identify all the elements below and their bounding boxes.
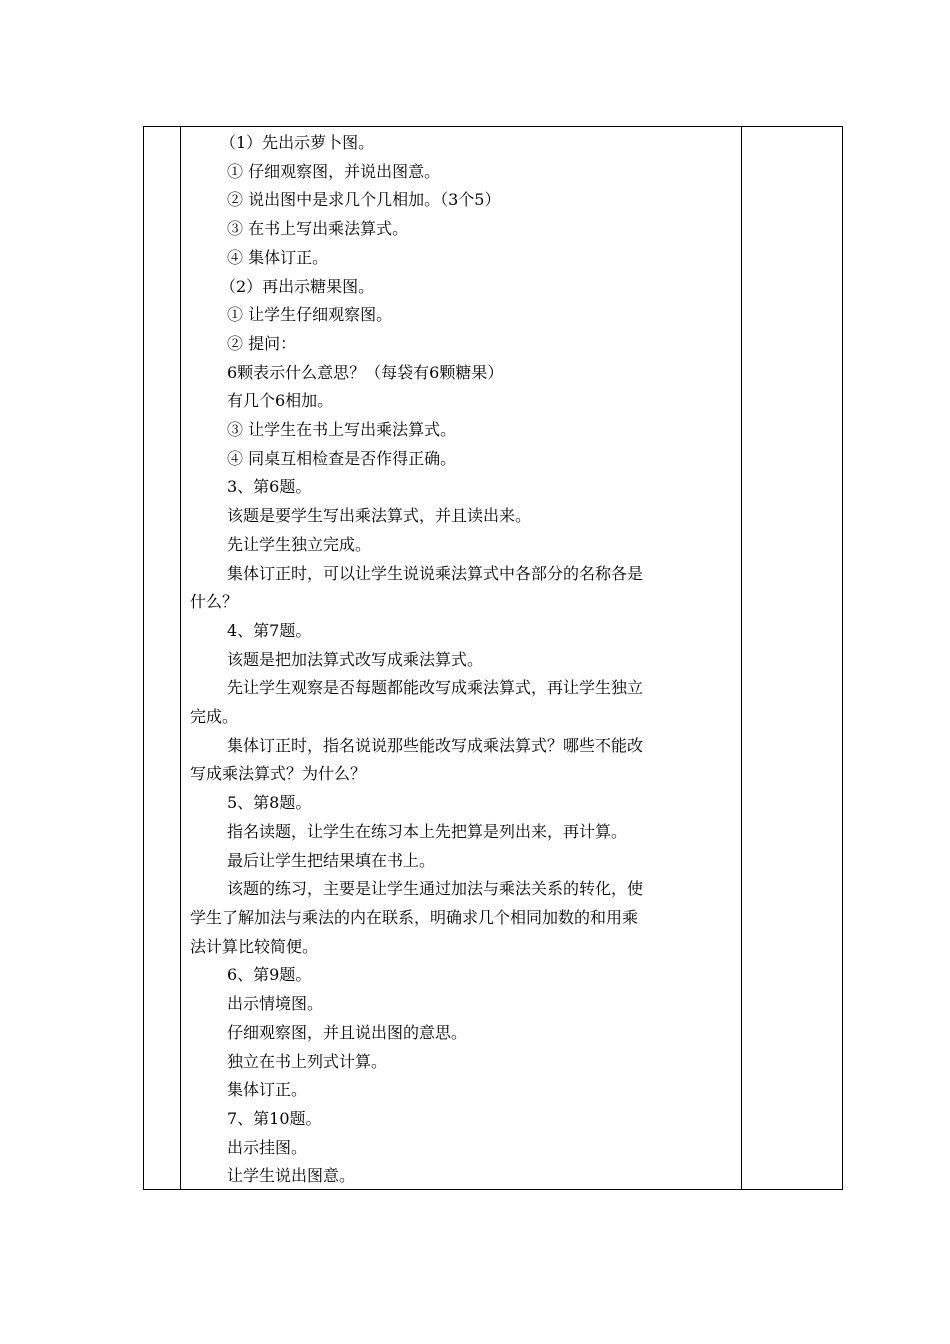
text-line: 该题的练习，主要是让学生通过加法与乘法关系的转化，使: [227, 879, 644, 899]
text-line: 写成乘法算式？为什么？: [190, 764, 367, 784]
text-line: 6、第9题。: [227, 965, 312, 985]
notes-column: [742, 127, 842, 1189]
text-line: ① 仔细观察图，并说出图意。: [227, 161, 441, 181]
text-line: 学生了解加法与乘法的内在联系，明确求几个相同加数的和用乘: [190, 907, 639, 927]
text-line: ② 提问：: [227, 333, 297, 353]
text-line: 该题是要学生写出乘法算式，并且读出来。: [227, 506, 532, 526]
text-line: 出示挂图。: [227, 1137, 308, 1157]
text-line: 3、第6题。: [227, 477, 312, 497]
text-line: 指名读题，让学生在练习本上先把算是列出来，再计算。: [227, 821, 628, 841]
text-line: ③ 让学生在书上写出乘法算式。: [227, 420, 457, 440]
text-line: 让学生说出图意。: [227, 1166, 356, 1186]
content-column: [181, 127, 742, 1189]
text-line: ③ 在书上写出乘法算式。: [227, 219, 409, 239]
text-line: 4、第7题。: [227, 620, 312, 640]
text-line: 先让学生独立完成。: [227, 534, 372, 554]
lesson-table: [143, 126, 843, 1190]
text-line: 独立在书上列式计算。: [227, 1051, 388, 1071]
text-line: 集体订正。: [227, 1080, 308, 1100]
text-line: 有几个6相加。: [227, 391, 334, 411]
text-line: 7、第10题。: [227, 1108, 322, 1128]
text-line: 法计算比较简便。: [190, 936, 319, 956]
text-line: 先让学生观察是否每题都能改写成乘法算式，再让学生独立: [227, 678, 644, 698]
text-line: 集体订正时，可以让学生说说乘法算式中各部分的名称各是: [227, 563, 644, 583]
text-line: 集体订正时，指名说说那些能改写成乘法算式？哪些不能改: [227, 735, 644, 755]
text-line: 仔细观察图，并且说出图的意思。: [227, 1022, 468, 1042]
text-line: 该题是把加法算式改写成乘法算式。: [227, 649, 484, 669]
left-column: [144, 127, 181, 1189]
text-line: ① 让学生仔细观察图。: [227, 305, 393, 325]
text-line: ④ 同桌互相检查是否作得正确。: [227, 448, 457, 468]
text-line: 最后让学生把结果填在书上。: [227, 850, 436, 870]
text-line: 6颗表示什么意思？（每袋有6颗糖果）: [227, 362, 504, 382]
text-line: （1）先出示萝卜图。: [220, 133, 375, 152]
text-line: 什么？: [190, 592, 239, 612]
text-line: （2）再出示糖果图。: [220, 276, 375, 296]
text-line: 完成。: [190, 707, 239, 727]
text-line: 5、第8题。: [227, 793, 312, 813]
text-line: ② 说出图中是求几个几相加。（3个5）: [227, 190, 501, 210]
text-line: 出示情境图。: [227, 994, 324, 1014]
text-line: ④ 集体订正。: [227, 247, 329, 267]
